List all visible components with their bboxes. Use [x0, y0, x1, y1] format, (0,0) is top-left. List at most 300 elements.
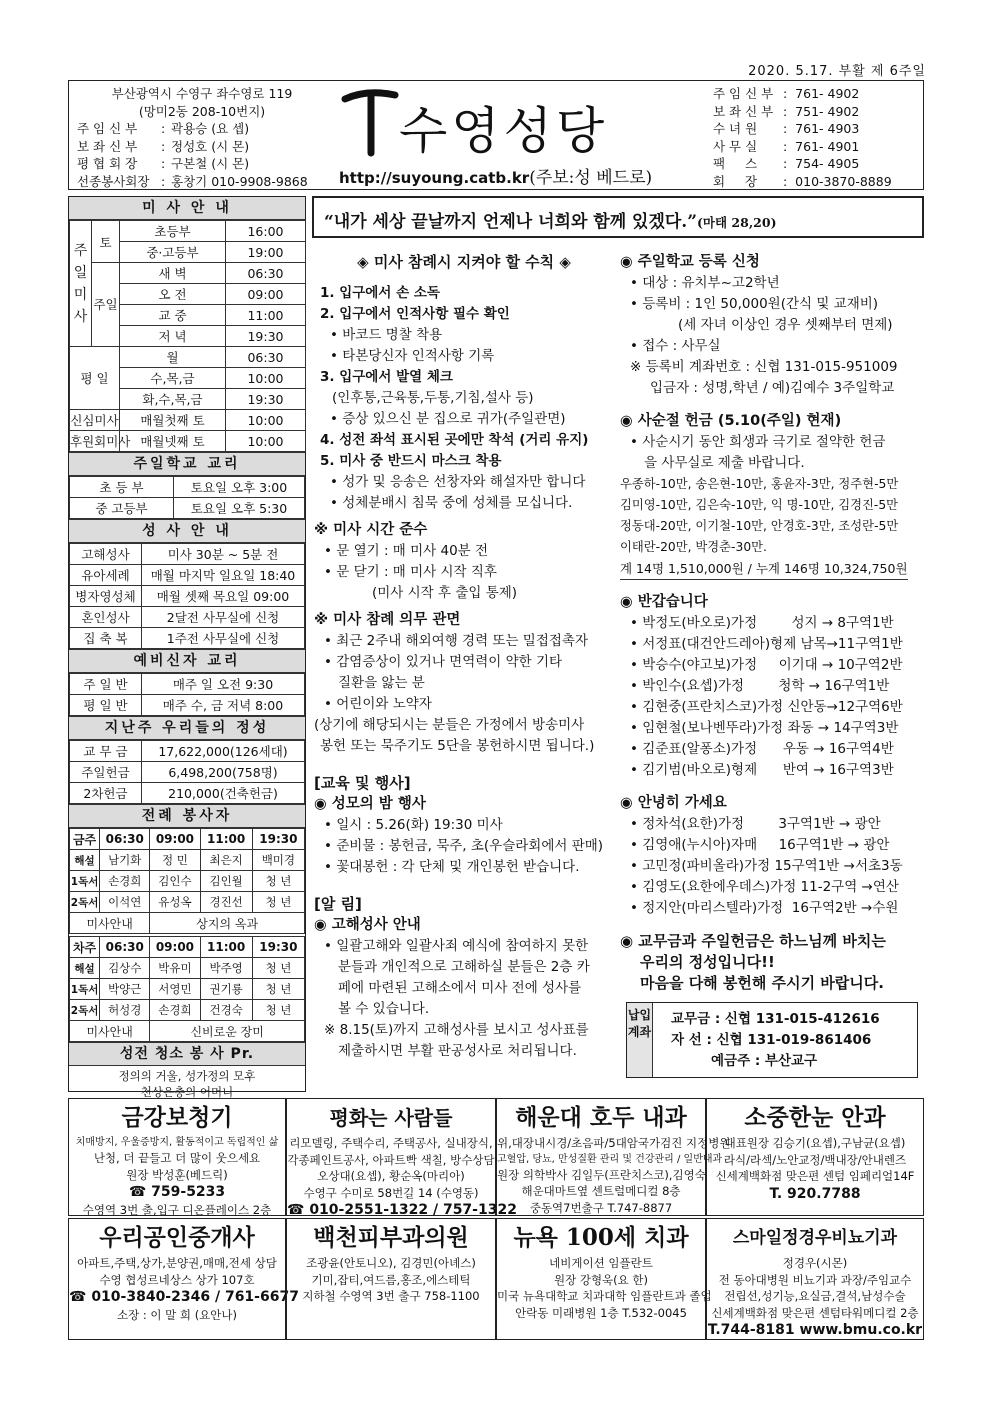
- servers-week1-table: [69, 828, 305, 934]
- servers-name: 유성옥: [150, 892, 200, 913]
- farewell-line: • 정차석(요한)가정 3구역1반 → 광안: [630, 816, 881, 832]
- sunday-mass-side-label: 주일미사: [70, 221, 92, 347]
- servers-head-cell: 09:00: [150, 937, 200, 958]
- contact-value: : 761- 4902: [783, 86, 860, 101]
- ad-line: 수영 협성르네상스 상가 107호: [99, 1272, 255, 1287]
- ad-line: 각종페인트공사, 아파트빡 색칠, 방수상담: [287, 1152, 495, 1167]
- staff-role: 보 좌 신 부: [77, 138, 138, 154]
- welcome-line: • 김기범(바오로)형제 반여 → 16구역3반: [630, 762, 894, 778]
- weekday-row-name: 수,목,금: [120, 368, 226, 389]
- sacrament-name: 집 축 복: [70, 628, 142, 649]
- servers-name: 정 민: [150, 850, 200, 871]
- offering-type: 2차헌금: [70, 783, 142, 804]
- servers-head-cell: 금주: [70, 829, 100, 850]
- servers-name: 허성경: [100, 1000, 150, 1021]
- notice-line: 분들과 개인적으로 고해하실 분들은 2층 카: [338, 959, 590, 975]
- servers-name: 김인수: [150, 871, 200, 892]
- ad-line: 리모델링, 주택수리, 주택공사, 실내장식,: [289, 1136, 493, 1150]
- servers-role: 1독서: [70, 979, 100, 1000]
- school-row-time: 토요일 오후 3:00: [174, 477, 305, 498]
- ad-line: T.744-8181 www.bmu.co.kr: [707, 1322, 923, 1338]
- servers-head-row: [70, 937, 305, 958]
- lent-line: 을 사무실로 제출 바랍니다.: [644, 455, 805, 471]
- mass-row-time: 19:30: [226, 326, 306, 347]
- farewell-line: • 정지안(마리스텔라)가정 16구역2반 →수원: [630, 900, 899, 916]
- special-mass-name: 후원회미사: [70, 431, 120, 452]
- appeal-line: ◉ 교무금과 주일헌금은 하느님께 바치는: [620, 932, 886, 950]
- rule-line: 5. 미사 중 반드시 마스크 착용: [320, 453, 502, 469]
- saturday-label: 토: [92, 221, 120, 263]
- ad-line: 조광윤(안토니오), 김경민(아녜스): [306, 1256, 476, 1270]
- school-title: 주일학교 교리: [69, 452, 305, 476]
- servers-name: 경진선: [200, 892, 252, 913]
- servers-row: [70, 892, 305, 913]
- parish-logo: [337, 87, 667, 159]
- mass-row-time: 11:00: [226, 305, 306, 326]
- right-column: [620, 252, 922, 994]
- servers-name: 청 년: [252, 892, 304, 913]
- cleaning-group: 천상은총의 어머니: [140, 1085, 234, 1099]
- ad-line: 원장 박성훈(베드릭): [126, 1167, 228, 1182]
- ad-line: 원장 강형욱(요 한): [553, 1272, 649, 1287]
- notice-line: 제출하시면 부활 판공성사로 처리됩니다.: [338, 1043, 577, 1059]
- mass-schedule-table: [69, 220, 306, 452]
- contact-row: [713, 85, 919, 103]
- ad-line: 신세계백화점 맞은편 센텀 임페리얼14F: [715, 1169, 915, 1183]
- ad-line: 해운대마트옆 센트럴메디컬 8층: [521, 1184, 681, 1198]
- servers-role: 2독서: [70, 1000, 100, 1021]
- servers-head-cell: 06:30: [100, 829, 150, 850]
- sacrament-info: 1주전 사무실에 신청: [142, 628, 305, 649]
- lent-donors: 정동대-20만, 이기철-10만, 안경호-3만, 조성란-5만: [620, 519, 899, 533]
- contact-row: [713, 103, 919, 121]
- rule-line: 2. 입구에서 인적사항 필수 확인: [320, 306, 510, 322]
- sunday-label: 주일: [92, 263, 120, 347]
- welcome-line: • 서정표(대건안드레아)형제 남목→11구역1반: [630, 636, 903, 652]
- notice-line: ※ 8.15(토)까지 고해성사를 보시고 성사표를: [324, 1022, 589, 1038]
- ad-title: 소중한눈 안과: [744, 1104, 886, 1131]
- offering-amount: 17,622,000(126세대): [142, 741, 305, 762]
- ad-line: 난청, 더 끝들고 더 많이 웃으세요: [93, 1151, 261, 1165]
- ad-box: [496, 1218, 712, 1340]
- account-lines: [671, 1009, 880, 1072]
- servers-name: 김인월: [200, 871, 252, 892]
- address-line-2: (망미2동 208-10번지): [138, 103, 266, 119]
- staff-colon: :: [161, 121, 166, 136]
- rule-line: 3. 입구에서 발열 체크: [320, 369, 453, 385]
- staff-name: 홍창기 010-9908-9868: [171, 173, 308, 189]
- left-column: [68, 196, 306, 1099]
- servers-guide-row: [70, 913, 305, 934]
- ad-title: 해운대 호두 내과: [515, 1104, 687, 1131]
- servers-name: 청 년: [252, 979, 304, 1000]
- mass-row-name: 새 벽: [120, 263, 226, 284]
- dispense-line: 봉헌 또는 묵주기도 5단을 봉헌하시면 됩니다.): [320, 738, 595, 754]
- contact-value: : 010-3870-8889: [783, 173, 892, 189]
- servers-row: [70, 871, 305, 892]
- edu-line: • 준비물 : 봉헌금, 묵주, 초(우슬라회에서 판매): [324, 838, 604, 854]
- school-row-name: 초 등 부: [70, 477, 174, 498]
- sacrament-info: 미사 30분 ~ 5분 전: [142, 544, 305, 565]
- rules-list: [314, 283, 614, 514]
- mass-title: 미 사 안 내: [69, 197, 305, 220]
- mass-time-line: (미사 시작 후 출입 통제): [372, 585, 518, 601]
- servers-name: 박유미: [150, 958, 200, 979]
- registration-line: • 대상 : 유치부~고2학년: [630, 275, 780, 291]
- special-mass-time: 10:00: [226, 410, 306, 431]
- catechumen-time: 매주 일 오전 9:30: [142, 674, 305, 695]
- masthead: [68, 80, 924, 190]
- mass-row-name: 오 전: [120, 284, 226, 305]
- servers-row: [70, 958, 305, 979]
- staff-name: 정성호 (시 몬): [171, 138, 250, 154]
- staff-name: 구본철 (시 몬): [171, 156, 250, 171]
- cleaning-groups: [69, 1066, 305, 1100]
- patron-saint: (주보:성 베드로): [529, 168, 653, 188]
- cleaning-title: 성전 청소 봉 사 Pr.: [69, 1042, 305, 1066]
- contact-label: 수 녀 원: [713, 121, 758, 136]
- notice-subtitle: ◉ 고해성사 안내: [314, 917, 421, 933]
- issue-date: 2020. 5.17. 부활 제 6주일: [748, 64, 926, 79]
- sacraments-title: 성 사 안 내: [69, 519, 305, 543]
- servers-head-cell: 09:00: [150, 829, 200, 850]
- special-mass-name: 신심미사: [70, 410, 120, 431]
- farewell-list: [620, 814, 922, 919]
- welcome-line: • 박정도(바오로)가정 성지 → 8구역1반: [630, 615, 894, 631]
- contact-value: : 761- 4901: [783, 138, 860, 154]
- contact-row: [713, 138, 919, 156]
- dispense-line: • 어린이와 노약자: [324, 696, 432, 712]
- ad-box: [706, 1098, 924, 1216]
- registration-line: • 등록비 : 1인 50,000원(간식 및 교재비): [630, 296, 879, 312]
- servers-head-cell: 11:00: [200, 829, 252, 850]
- weekday-row-name: 화,수,목,금: [120, 389, 226, 410]
- notice-title: [알 림]: [314, 895, 362, 913]
- ad-line: ☎ 759-5233: [128, 1184, 226, 1200]
- ad-box: [286, 1218, 496, 1340]
- ad-line: 라식/라섹/노안교정/백내장/안내렌즈: [723, 1152, 907, 1167]
- ad-line: 위,대장내시경/초음파/5대암국가검진 지정병원: [497, 1136, 731, 1150]
- contact-label: 사 무 실: [713, 138, 758, 154]
- contact-row: [713, 120, 919, 138]
- servers-week2-table: [69, 936, 305, 1042]
- registration-line: ※ 등록비 계좌번호 : 신협 131-015-951009: [630, 359, 898, 375]
- offering-table: [69, 740, 305, 804]
- cross-emblem-icon: [337, 87, 407, 159]
- parish-info: [77, 85, 327, 190]
- contact-value: : 754- 4905: [783, 156, 860, 171]
- staff-role: 주 임 신 부: [77, 121, 138, 136]
- servers-name: 건경숙: [200, 1000, 252, 1021]
- ad-box: [68, 1098, 286, 1216]
- contact-value: : 751- 4902: [783, 103, 860, 119]
- ad-line: 수영구 수미로 58번길 14 (수영동): [303, 1185, 479, 1200]
- logo-text: 수영성당: [399, 102, 609, 160]
- rule-line: • 성가 및 응송은 선창자와 해설자만 합니다: [330, 474, 586, 490]
- notice-line: 페에 마련된 고해소에서 미사 전에 성사를: [338, 980, 582, 996]
- farewell-line: • 고민정(파비올라)가정 15구역1반 →서초3동: [630, 858, 903, 874]
- staff-row: [77, 120, 327, 138]
- school-table: [69, 476, 305, 519]
- catechumen-class: 평 일 반: [70, 695, 142, 716]
- servers-name: 청 년: [252, 1000, 304, 1021]
- ad-line: T. 920.7788: [769, 1185, 861, 1202]
- welcome-line: • 김현중(프란치스코)가정 신안동→12구역6반: [630, 699, 903, 715]
- edu-line: • 일시 : 5.26(화) 19:30 미사: [324, 817, 503, 833]
- quote-reference: (마태 28,20): [697, 215, 777, 230]
- ad-line: 정경우(시몬): [782, 1256, 848, 1270]
- contact-label: 주 임 신 부: [713, 86, 774, 101]
- offering-amount: 6,498,200(758명): [142, 762, 305, 783]
- staff-row: [77, 155, 327, 173]
- ad-line: 고혈압, 당뇨, 만성질환 관리 및 건강관리 / 일반내과: [497, 1153, 723, 1165]
- website-link[interactable]: [339, 163, 652, 188]
- lent-donors: 우종하-10만, 송은현-10만, 홍윤자-3만, 정주현-5만: [620, 477, 899, 491]
- offering-type: 교 무 금: [70, 741, 142, 762]
- registration-title: ◉ 주일학교 등록 신청: [620, 254, 760, 270]
- account-line: 예금주 : 부산교구: [711, 1053, 818, 1069]
- servers-head-row: [70, 829, 305, 850]
- ad-box: [68, 1218, 299, 1340]
- servers-title: 전례 봉사자: [69, 804, 305, 828]
- lent-donors: 이태란-20만, 박경춘-30만.: [620, 540, 767, 554]
- ad-box: [706, 1218, 924, 1340]
- staff-name: 곽용승 (요 셉): [171, 121, 250, 136]
- servers-name: 청 년: [252, 871, 304, 892]
- lent-title: ◉ 사순절 헌금 (5.10(주일) 현재): [620, 413, 842, 429]
- sacrament-info: 매월 마지막 일요일 18:40: [142, 565, 305, 586]
- ad-line: 전 동아대병원 비뇨기과 과장/주임교수: [718, 1272, 912, 1287]
- ad-line: 대표원장 김승기(요셉),구남균(요셉): [724, 1136, 906, 1150]
- mass-row-time: 09:00: [226, 284, 306, 305]
- contact-label: 회 장: [713, 173, 758, 189]
- address-line-1: 부산광역시 수영구 좌수영로 119: [111, 86, 293, 101]
- farewell-line: • 김영도(요한에우데스)가정 11-2구역 →연산: [630, 879, 899, 895]
- mass-row-name: 저 녁: [120, 326, 226, 347]
- ad-box: [286, 1098, 517, 1218]
- ad-line: 치매방지, 우울증방지, 활동적이고 독립적인 삶: [75, 1137, 279, 1148]
- registration-line: • 접수 : 사무실: [630, 338, 721, 354]
- contact-value: : 761- 4903: [783, 121, 860, 136]
- welcome-line: • 박인수(요셉)가정 청학 → 16구역1반: [630, 678, 890, 694]
- sacraments-table: [69, 543, 305, 649]
- dispense-line: (상기에 해당되시는 분들은 가정에서 방송미사: [314, 717, 585, 733]
- ad-line: 지하철 수영역 3번 출구 758-1100: [302, 1289, 480, 1303]
- account-line: 자 선 : 신협 131-019-861406: [671, 1032, 872, 1048]
- servers-guide-row: [70, 1021, 305, 1042]
- offering-amount: 210,000(건축헌금): [142, 783, 305, 804]
- mass-row-time: 16:00: [226, 221, 306, 242]
- ad-line: 아파트,주택,상가,분양권,매매,전세 상담: [77, 1256, 277, 1270]
- edu-subtitle: ◉ 성모의 밤 행사: [314, 796, 426, 812]
- dispense-title: ※ 미사 참례 의무 관면: [314, 612, 461, 628]
- farewell-line: • 김영애(누시아)자매 16구역1반 → 광안: [630, 837, 890, 853]
- sacrament-name: 유아세례: [70, 565, 142, 586]
- ad-title: 뉴욕 100세 치과: [513, 1224, 689, 1251]
- rule-line: • 성체분배시 침묵 중에 성체를 모십니다.: [330, 495, 573, 511]
- ad-title: 백천피부과의원: [313, 1224, 469, 1251]
- mass-time-title: ※ 미사 시간 준수: [314, 522, 428, 538]
- ad-line: 중동역7번출구 T.747-8877: [529, 1200, 673, 1215]
- staff-role: 평 협 회 장: [77, 156, 138, 171]
- dispense-line: 질환을 앓는 분: [338, 675, 425, 691]
- rules-title: ◈ 미사 참례시 지켜야 할 수칙 ◈: [357, 253, 571, 271]
- servers-head-cell: 19:30: [252, 937, 304, 958]
- servers-role: 해설: [70, 850, 100, 871]
- school-row-name: 중 고등부: [70, 498, 174, 519]
- servers-head-cell: 차주: [70, 937, 100, 958]
- weekday-label: 평 일: [70, 347, 120, 410]
- servers-row: [70, 1000, 305, 1021]
- mass-row-name: 중·고등부: [120, 242, 226, 263]
- ad-line: 전립선,성기능,요실금,결석,남성수술: [724, 1289, 906, 1303]
- servers-row: [70, 979, 305, 1000]
- servers-head-cell: 19:30: [252, 829, 304, 850]
- servers-guide-name: 상지의 옥과: [150, 913, 305, 934]
- ad-title: 금강보청기: [121, 1104, 233, 1131]
- staff-colon: :: [161, 156, 166, 171]
- servers-name: 청 년: [252, 958, 304, 979]
- ad-line: 미국 뉴욕대학교 치과대학 임플란트과 졸업: [497, 1289, 712, 1303]
- special-mass-day: 매월넷째 토: [120, 431, 226, 452]
- catechumen-class: 주 일 반: [70, 674, 142, 695]
- appeal-line: 우리의 정성입니다!!: [640, 953, 775, 971]
- ad-line: 안락동 미래병원 1층 T.532-0045: [515, 1305, 687, 1320]
- servers-name: 남기화: [100, 850, 150, 871]
- mass-time-line: • 문 열기 : 매 미사 40분 전: [324, 543, 489, 559]
- ad-title: 우리공인중개사: [99, 1224, 255, 1251]
- website-url[interactable]: http://suyoung.catb.kr: [339, 169, 530, 187]
- welcome-line: • 박승수(야고보)가정 이기대 → 10구역2반: [630, 657, 903, 673]
- contact-row: [713, 173, 919, 191]
- lent-donors: 김미영-10만, 김은숙-10만, 익 명-10만, 김경진-5만: [620, 498, 899, 512]
- ad-line: 신세계백화점 맞은편 센텀타워메디컬 2층: [711, 1305, 919, 1320]
- school-row-time: 토요일 오후 5:30: [174, 498, 305, 519]
- sacrament-info: 매월 셋째 목요일 09:00: [142, 586, 305, 607]
- offering-title: 지난주 우리들의 정성: [69, 716, 305, 740]
- servers-head-cell: 11:00: [200, 937, 252, 958]
- registration-line: 입금자 : 성명,학년 / 예)김예수 3주일학교: [650, 380, 895, 396]
- dispense-line: • 감염증상이 있거나 면역력이 약한 기타: [324, 654, 563, 670]
- rule-line: 1. 입구에서 손 소독: [320, 285, 440, 301]
- servers-role: 해설: [70, 958, 100, 979]
- ad-line: 수영역 3번 출,입구 디온플레이스 2층: [82, 1203, 272, 1217]
- mass-row-name: 교 중: [120, 305, 226, 326]
- servers-head-cell: 06:30: [100, 937, 150, 958]
- servers-row: [70, 850, 305, 871]
- appeal-line: 마음을 다해 봉헌해 주시기 바랍니다.: [640, 974, 884, 992]
- lent-total: 계 14명 1,510,000원 / 누계 146명 10,324,750원: [620, 558, 908, 580]
- servers-name: 박양근: [100, 979, 150, 1000]
- notice-line: • 일괄고해와 일괄사죄 예식에 참여하지 못한: [324, 938, 589, 954]
- quote-text: “내가 세상 끝날까지 언제나 너희와 함께 있겠다.”(마태 28,20): [324, 212, 777, 232]
- servers-name: 김상수: [100, 958, 150, 979]
- notice-line: 볼 수 있습니다.: [338, 1001, 430, 1017]
- servers-name: 서영민: [150, 979, 200, 1000]
- servers-name: 최은지: [200, 850, 252, 871]
- servers-name: 이석연: [100, 892, 150, 913]
- contact-label: 팩 스: [713, 156, 758, 171]
- sacrament-info: 2달전 사무실에 신청: [142, 607, 305, 628]
- ad-line: 기미,잡티,여드름,홍조,에스테틱: [311, 1272, 471, 1287]
- servers-guide-label: 미사안내: [70, 1021, 150, 1042]
- cleaning-group: 정의의 거울, 성가정의 모후: [118, 1069, 256, 1083]
- ad-line: 오상대(요셉), 황순옥(마리아): [317, 1169, 465, 1183]
- weekday-row-time: 10:00: [226, 368, 306, 389]
- mass-row-name: 초등부: [120, 221, 226, 242]
- staff-role: 선종봉사회장: [77, 173, 150, 189]
- account-line: 교무금 : 신협 131-015-412616: [671, 1011, 880, 1027]
- mass-row-time: 19:00: [226, 242, 306, 263]
- rule-line: 4. 성전 좌석 표시된 곳에만 착석 (거리 유지): [320, 432, 589, 448]
- servers-guide-label: 미사안내: [70, 913, 150, 934]
- lent-line: • 사순시기 동안 희생과 극기로 절약한 헌금: [630, 434, 886, 450]
- servers-guide-name: 신비로운 장미: [150, 1021, 305, 1042]
- weekday-row-time: 06:30: [226, 347, 306, 368]
- staff-list: [77, 120, 327, 190]
- servers-name: 백미경: [252, 850, 304, 871]
- servers-role: 2독서: [70, 892, 100, 913]
- servers-name: 손경희: [150, 1000, 200, 1021]
- ad-line: ☎ 010-3840-2346 / 761-6677: [69, 1289, 299, 1305]
- ad-line: 소장 : 이 말 희 (요안나): [117, 1308, 237, 1322]
- middle-column: [314, 252, 614, 1062]
- farewell-title: ◉ 안녕히 가세요: [620, 795, 727, 811]
- servers-name: 손경희: [100, 871, 150, 892]
- edu-title: [교육 및 행사]: [314, 774, 411, 792]
- special-mass-time: 10:00: [226, 431, 306, 452]
- ad-line: 원장 의학박사 김일두(프란치스코),김영숙: [497, 1167, 706, 1182]
- sacrament-name: 병자영성체: [70, 586, 142, 607]
- ad-line: 네비게이션 임플란트: [549, 1256, 653, 1270]
- staff-colon: :: [161, 173, 166, 189]
- special-mass-day: 매월첫째 토: [120, 410, 226, 431]
- servers-name: 권기룡: [200, 979, 252, 1000]
- scripture-quote: [312, 196, 924, 238]
- rule-line: • 바코드 명찰 착용: [330, 327, 443, 343]
- ad-line: ☎ 010-2551-1322 / 757-1322: [287, 1202, 517, 1218]
- sacrament-name: 고해성사: [70, 544, 142, 565]
- catechumen-table: [69, 673, 305, 716]
- welcome-list: [620, 613, 922, 781]
- edu-line: • 꽃대봉헌 : 각 단체 및 개인봉헌 받습니다.: [324, 859, 580, 875]
- contact-row: [713, 155, 919, 173]
- servers-role: 1독서: [70, 871, 100, 892]
- catechumen-time: 매주 수, 금 저녁 8:00: [142, 695, 305, 716]
- ad-box: [496, 1098, 731, 1216]
- weekday-row-name: 월: [120, 347, 226, 368]
- rule-line: • 타본당신자 인적사항 기록: [330, 348, 495, 364]
- contact-list: [713, 85, 919, 190]
- catechumen-title: 예비신자 교리: [69, 649, 305, 673]
- sacrament-name: 혼인성사: [70, 607, 142, 628]
- mass-time-line: • 문 닫기 : 매 미사 시작 직후: [324, 564, 497, 580]
- staff-row: [77, 138, 327, 156]
- contact-label: 보 좌 신 부: [713, 103, 774, 119]
- offering-type: 주일헌금: [70, 762, 142, 783]
- welcome-line: • 김준표(알퐁소)가정 우동 → 16구역4반: [630, 741, 894, 757]
- welcome-line: • 임현철(보나벤뚜라)가정 좌동 → 14구역3반: [630, 720, 899, 736]
- account-box: [626, 1002, 918, 1078]
- welcome-title: ◉ 반갑습니다: [620, 594, 708, 610]
- rule-line: (인후통,근육통,두통,기침,설사 등): [332, 390, 534, 406]
- staff-row: [77, 173, 327, 191]
- rule-line: • 증상 있으신 분 집으로 귀가(주일관면): [330, 411, 566, 427]
- mass-row-time: 06:30: [226, 263, 306, 284]
- dispense-line: • 최근 2주내 해외여행 경력 또는 밀접접촉자: [324, 633, 588, 649]
- registration-line: (세 자녀 이상인 경우 셋째부터 면제): [678, 317, 893, 333]
- ad-title: 평화는 사람들: [329, 1106, 453, 1130]
